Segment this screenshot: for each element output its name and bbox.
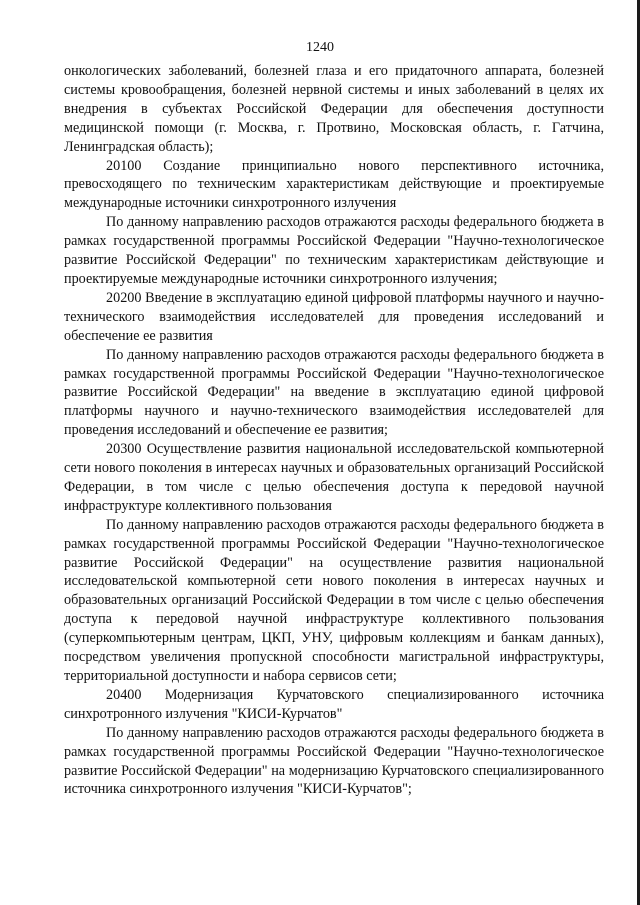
paragraph-code-20100-heading: 20100 Создание принципиально нового перспективного источника, превосходящего по техническим характеристикам действующие и проектируемые международные источники синхротронного излучения (64, 157, 604, 212)
paragraph-code-20200-description: По данному направлению расходов отражаются расходы федерального бюджета в рамках государственной программы Российской Федерации "Научно-технологическое развитие Российской Федерации" на введение в эксплуатацию единой цифровой платформы научного и научно-технического взаимодействия исследователей для проведения исследований и обеспечение ее развития; (64, 346, 604, 439)
paragraph-code-20300-heading: 20300 Осуществление развития национальной исследовательской компьютерной сети нового поколения в интересах научных и образовательных организаций Российской Федерации, в том числе с целью обеспечения доступа к передовой научной инфраструктуре коллективного пользования (64, 441, 604, 514)
paragraph-continuation: онкологических заболеваний, болезней глаза и его придаточного аппарата, болезней системы кровообращения, болезней нервной системы и иных заболеваний в целях их внедрения в субъектах Российской Федерации для обеспечения доступности медицинской помощи (г. Москва, г. Протвино, Московская область, г. Гатчина, Ленинградская область); (64, 63, 604, 155)
page-number: 1240 (306, 40, 334, 55)
paragraph-code-20200-heading: 20200 Введение в эксплуатацию единой цифровой платформы научного и научно-технического взаимодействия исследователей для проведения исследований и обеспечение ее развития (64, 289, 604, 344)
paragraph-code-20400-heading: 20400 Модернизация Курчатовского специализированного источника синхротронного излучения "КИСИ-Курчатов" (64, 686, 604, 722)
paragraph-code-20100-description: По данному направлению расходов отражаются расходы федерального бюджета в рамках государственной программы Российской Федерации "Научно-технологическое развитие Российской Федерации" по техническим характеристикам действующие и проектируемые международные источники синхротронного излучения; (64, 214, 604, 287)
document-body (64, 62, 604, 799)
paragraph-code-20300-description: По данному направлению расходов отражаются расходы федерального бюджета в рамках государственной программы Российской Федерации "Научно-технологическое развитие Российской Федерации" на осуществление развития национальной исследовательской компьютерной сети нового поколения в интересах научных и образовательных организаций Российской Федерации в том числе с целью обеспечения доступа к передовой научной инфраструктуре коллективного пользования (суперкомпьютерным центрам, ЦКП, УНУ, цифровым коллекциям и банкам данных), посредством увеличения пропускной способности магистральной инфраструктуры, территориальной доступности и набора сервисов сети; (64, 516, 604, 684)
paragraph-code-20400-description: По данному направлению расходов отражаются расходы федерального бюджета в рамках государственной программы Российской Федерации "Научно-технологическое развитие Российской Федерации" на модернизацию Курчатовского специализированного источника синхротронного излучения "КИСИ-Курчатов"; (64, 724, 604, 798)
